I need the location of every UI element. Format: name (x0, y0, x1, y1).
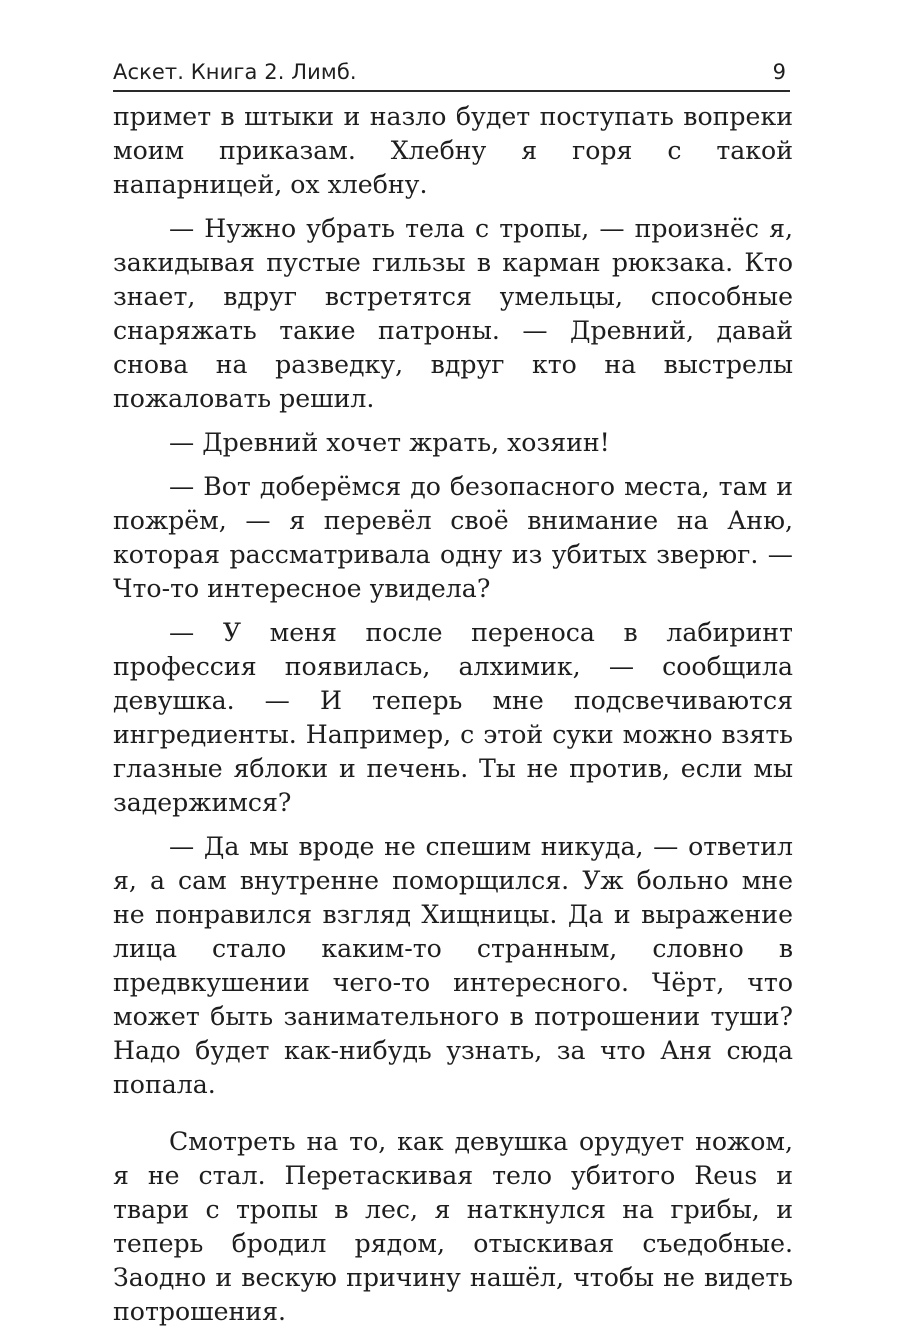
paragraph: — У меня после переноса в лабиринт профессия появилась, алхимик, — сообщила девушка. — И теперь мне подсвечиваются ингредиенты. Например, с этой суки можно взять глазные яблоки и печень. Ты не против, если мы задержимся? (113, 618, 793, 817)
running-title: Аскет. Книга 2. Лимб. (113, 60, 357, 84)
paragraph: — Нужно убрать тела с тропы, — произнёс я, закидывая пустые гильзы в карман рюкзака. Кто знает, вдруг встретятся умельцы, способные снаряжать такие патроны. — Древний, давай снова на разведку, вдруг кто на выстрелы пожаловать решил. (113, 214, 793, 413)
paragraph: — Древний хочет жрать, хозяин! (169, 428, 610, 457)
paragraph: — Да мы вроде не спешим никуда, — ответил я, а сам внутренне поморщился. Уж больно мне не понравился взгляд Хищницы. Да и выражение лица стало каким-то странным, словно в предвкушении чего-то интересного. Чёрт, что может быть занимательного в потрошении туши? Надо будет как-нибудь узнать, за что Аня сюда попала. (113, 832, 793, 1099)
paragraph: — Вот доберёмся до безопасного места, там и пожрём, — я перевёл своё внимание на Аню, которая рассматривала одну из убитых зверюг. — Что-то интересное увидела? (113, 472, 793, 603)
body-text (113, 100, 793, 1329)
paragraph: примет в штыки и назло будет поступать вопреки моим приказам. Хлебну я горя с такой напарницей, ох хлебну. (113, 102, 793, 199)
running-header (113, 56, 790, 92)
page-number: 9 (772, 60, 786, 84)
paragraph: Смотреть на то, как девушка орудует ножом, я не стал. Перетаскивая тело убитого Reus и твари с тропы в лес, я наткнулся на грибы, и теперь бродил рядом, отыскивая съедобные. Заодно и вескую причину нашёл, чтобы не видеть потрошения. (113, 1127, 793, 1326)
